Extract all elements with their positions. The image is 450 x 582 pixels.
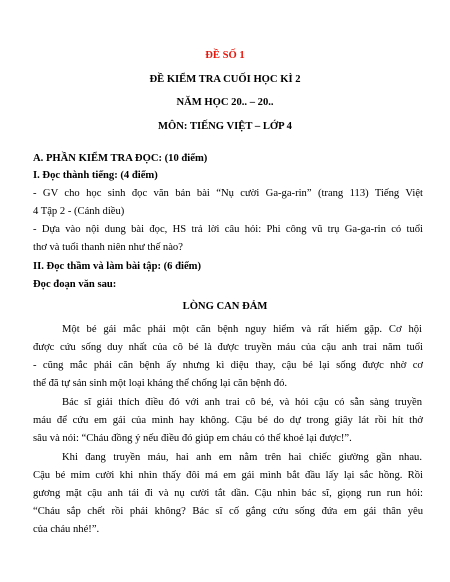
story-line: “Cháu sắp chết rồi phải không? Bác sĩ cố gắng cứu sống đứa em gái thân yêu (33, 506, 423, 517)
story-line: gương mặt cậu anh tái đi và nụ cười tắt dần. Cậu nhìn bác sĩ, giọng run run hỏi: (33, 488, 423, 499)
exam-title: ĐỀ KIỂM TRA CUỐI HỌC KÌ 2 (149, 74, 301, 85)
story-line: Một bé gái mắc phải một căn bệnh nguy hiểm và rất hiếm gặp. Cơ hội (62, 324, 422, 335)
section-a-title: A. PHẦN KIỂM TRA ĐỌC: (10 điểm) (33, 153, 208, 164)
subject-heading: MÔN: TIẾNG VIỆT – LỚP 4 (158, 121, 292, 132)
school-year: NĂM HỌC 20.. – 20.. (176, 97, 274, 108)
story-line: - cũng mắc phải căn bệnh ấy nhưng kì diệu thay, cậu bé lại sống được nhờ cơ (33, 360, 423, 371)
story-line: Bác sĩ giải thích điều đó với anh trai cô bé, và hỏi cậu có sẵn sàng truyền (62, 397, 422, 408)
part1-line: - GV cho học sinh đọc văn bản bài “Nụ cười Ga-ga-rin” (trang 113) Tiếng Việt (33, 188, 423, 199)
story-line: sâu và nói: “Cháu đồng ý nếu điều đó giúp em cháu có thể khoẻ lại được!”. (33, 433, 352, 444)
story-line: Khi đang truyền máu, hai anh em nằm trên hai chiếc giường gần nhau. (62, 452, 422, 463)
reading-instruction: Đọc đoạn văn sau: (33, 279, 117, 290)
story-title: LÒNG CAN ĐẢM (182, 301, 268, 312)
story-line: Cậu bé mỉm cười khi nhìn thấy đôi má em gái mình bắt đầu lấy lại sắc hồng. Rồi (33, 470, 423, 481)
exam-number: ĐỀ SỐ 1 (205, 50, 245, 61)
story-line: được cứu sống duy nhất của cô bé là được truyền máu của cậu anh trai năm tuổi (33, 342, 423, 353)
part1-line: 4 Tập 2 - (Cánh diều) (33, 206, 125, 217)
part1-title: I. Đọc thành tiếng: (4 điểm) (33, 170, 158, 181)
story-line: của cháu nhé!”. (33, 524, 100, 535)
part2-title: II. Đọc thầm và làm bài tập: (6 điểm) (33, 261, 202, 272)
story-line: máu để cứu em gái của mình hay không. Cậu bé do dự trong giây lát rồi hít thở (33, 415, 423, 426)
part1-line: - Dựa vào nội dung bài đọc, HS trả lời câu hỏi: Phi công vũ trụ Ga-ga-rin có tuổi (33, 224, 423, 235)
part1-line: thơ và tuổi thanh niên như thế nào? (33, 242, 183, 253)
story-line: thể đã tự sản sinh một loại kháng thể chống lại căn bệnh đó. (33, 378, 288, 389)
